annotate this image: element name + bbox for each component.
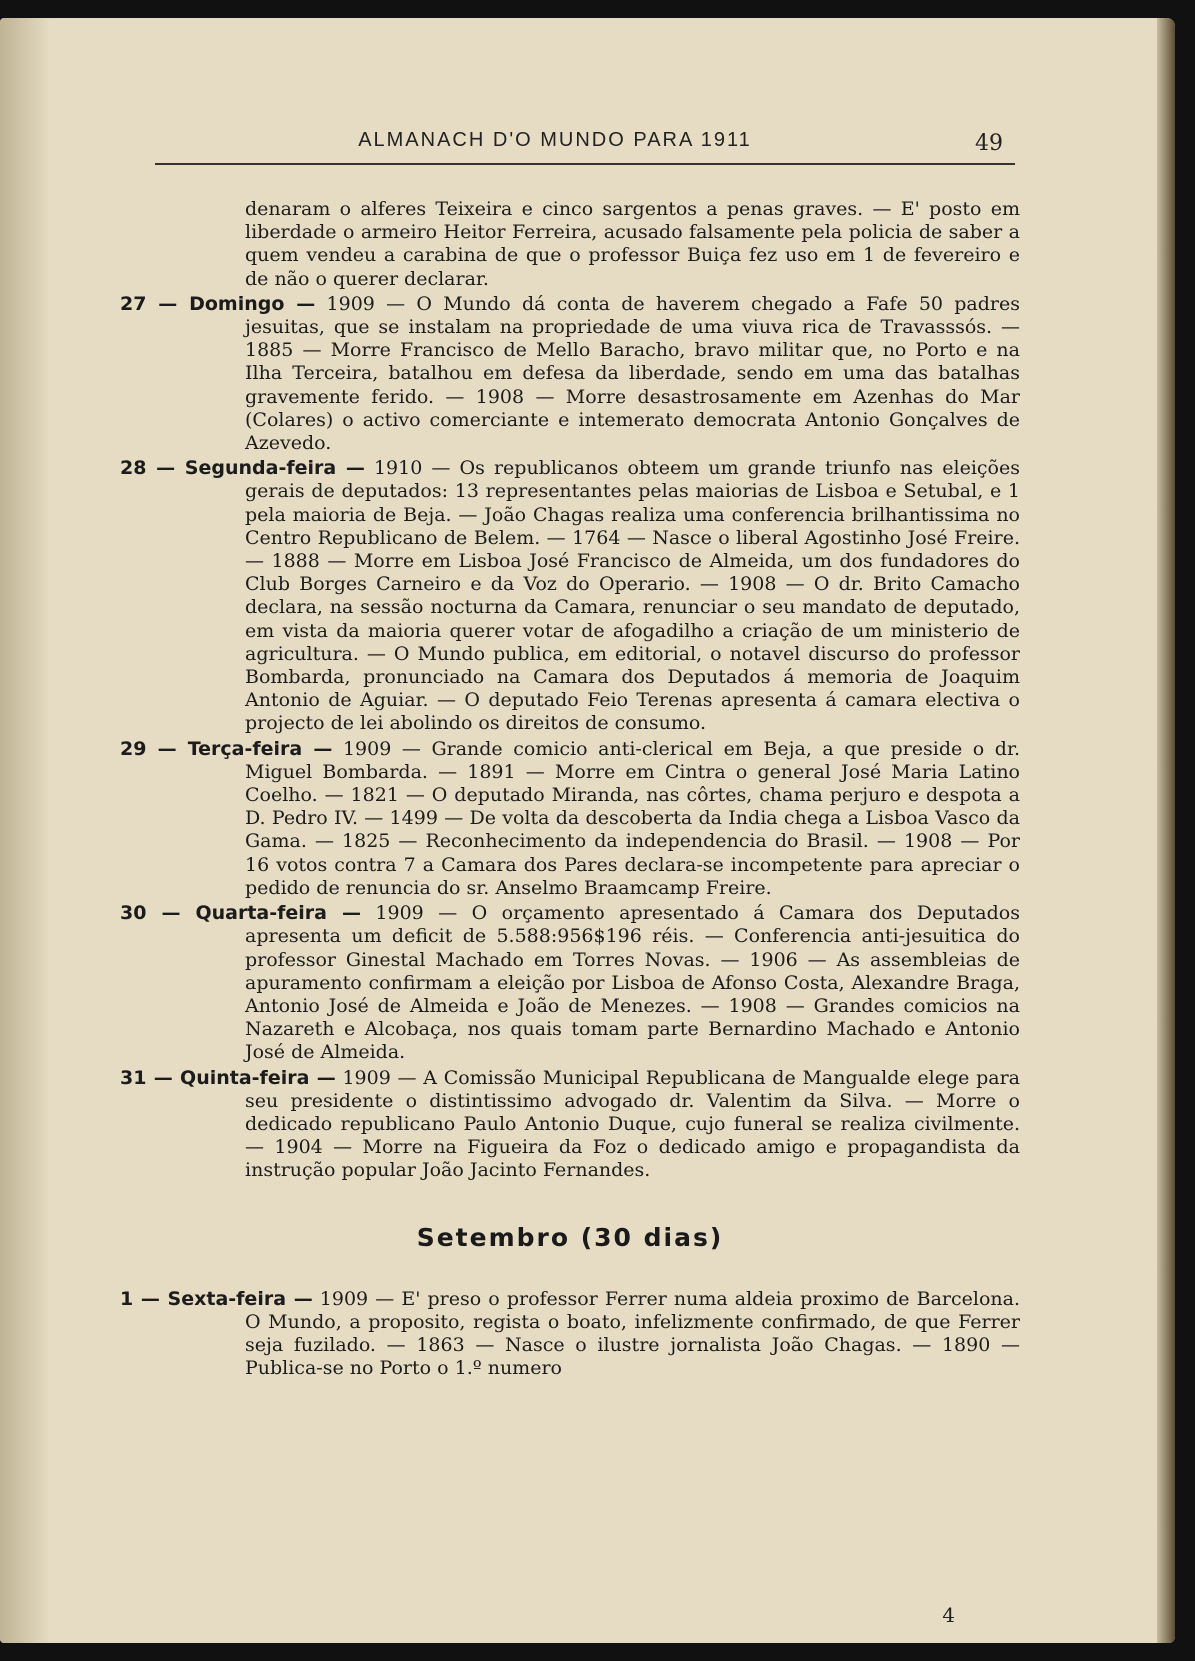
day-text: 1909 — A Comissão Municipal Republicana de Mangualde elege para seu presidente o distintissimo advogado dr. Valentim da Silva. — Morre o dedicado republicano Paulo Antonio Duque, cujo funeral se realiza civilmente. — 1904 — Morre na Figueira da Foz o dedicado amigo e propagandista da instrução popular João Jacinto Fernandes. [245,1066,1020,1182]
day-text: 1909 — E' preso o professor Ferrer numa aldeia proximo de Barcelona. O Mundo, a proposito, regista o boato, infelizmente confirmado, de que Ferrer seja fuzilado. — 1863 — Nasce o ilustre jornalista João Chagas. — 1890 — Publica-se no Porto o 1.º numero [245,1287,1020,1380]
signature-mark: 4 [942,1603,955,1627]
book-page [0,18,1175,1643]
day-text: 1910 — Os republicanos obteem um grande triunfo nas eleições gerais de deputados: 13 representantes pelas maiorias de Lisboa e Setubal, e 1 pela maioria de Beja. — João Chagas realiza uma conferencia brilhantissima no Centro Republicano de Belem. — 1764 — Nasce o liberal Agostinho José Freire. — 1888 — Morre em Lisboa José Francisco de Almeida, um dos fundadores do Club Borges Carneiro e da Voz do Operario. — 1908 — O dr. Brito Camacho declara, na sessão nocturna da Camara, renunciar o seu mandato de deputado, em vista da maioria querer votar de afogadilho a criação de um ministerio de agricultura. — O Mundo publica, em editorial, o notavel discurso do professor Bombarda, pronunciado na Camara dos Deputados á memoria de Joaquim Antonio de Aguiar. — O deputado Feio Terenas apresenta á camara electiva o projecto de lei abolindo os direitos de consumo. [245,457,1020,735]
day-text: 1909 — O Mundo dá conta de haverem chegado a Fafe 50 padres jesuitas, que se instalam na propriedade de uma viuva rica de Travasssós. — 1885 — Morre Francisco de Mello Baracho, bravo militar que, no Porto e na Ilha Terceira, batalhou em defesa da liberdade, sendo em uma das batalhas gravemente ferido. — 1908 — Morre desastrosamente em Azenhas do Mar (Colares) o activo comerciante e intemerato democrata Antonio Gonçalves de Azevedo. [245,292,1021,455]
header-rule [155,163,1015,165]
day-label: 30 — Quarta-feira — [120,902,361,925]
day-entry-30 [120,902,1020,1064]
day-text: 1909 — Grande comicio anti-clerical em Beja, a que preside o dr. Miguel Bombarda. — 1891 — Morre em Cintra o general José Maria Latino Coelho. — 1821 — O deputado Miranda, nas côrtes, chama perjuro e despota a D. Pedro IV. — 1499 — De volta da descoberta da India chega a Lisboa Vasco da Gama. — 1825 — Reconhecimento da independencia do Brasil. — 1908 — Por 16 votos contra 7 a Camara dos Pares declara-se incompetente para apreciar o pedido de renuncia do sr. Anselmo Braamcamp Freire. [245,737,1021,899]
page-header [155,113,1015,163]
day-entry-29 [120,738,1020,900]
day-entry-27 [120,293,1020,455]
day-label: 1 — Sexta-feira — [120,1287,313,1310]
page-number: 49 [975,131,1003,156]
day-text: 1909 — O orçamento apresentado á Camara dos Deputados apresenta um deficit de 5.588:956$196 réis. — Conferencia anti-jesuitica do professor Ginestal Machado em Torres Novas. — 1906 — As assembleias de apuramento confirmam a eleição por Lisboa de Afonso Costa, Alexandre Braga, Antonio José de Almeida e João de Menezes. — 1908 — Grandes comicios na Nazareth e Alcobaça, nos quais tomam parte Bernardino Machado e Antonio José de Almeida. [245,902,1020,1064]
running-title: ALMANACH D'O MUNDO PARA 1911 [358,129,752,151]
day-label: 28 — Segunda-feira — [120,457,365,480]
page-body [120,198,1020,1380]
day-label: 27 — Domingo — [120,292,316,315]
day-entry-september-1 [120,1288,1020,1381]
day-label: 31 — Quinta-feira — [120,1066,336,1089]
continuation-paragraph: denaram o alferes Teixeira e cinco sargentos a penas graves. — E' posto em liberdade o armeiro Heitor Ferreira, acusado falsamente pela policia de saber a quem vendeu a carabina de que o professor Buiça fez uso em 1 de fevereiro e de não o querer declarar. [245,198,1020,290]
day-entry-28 [120,457,1020,735]
month-heading: Setembro (30 dias) [416,1222,724,1252]
day-entry-31 [120,1067,1020,1183]
day-label: 29 — Terça-feira — [120,737,333,760]
